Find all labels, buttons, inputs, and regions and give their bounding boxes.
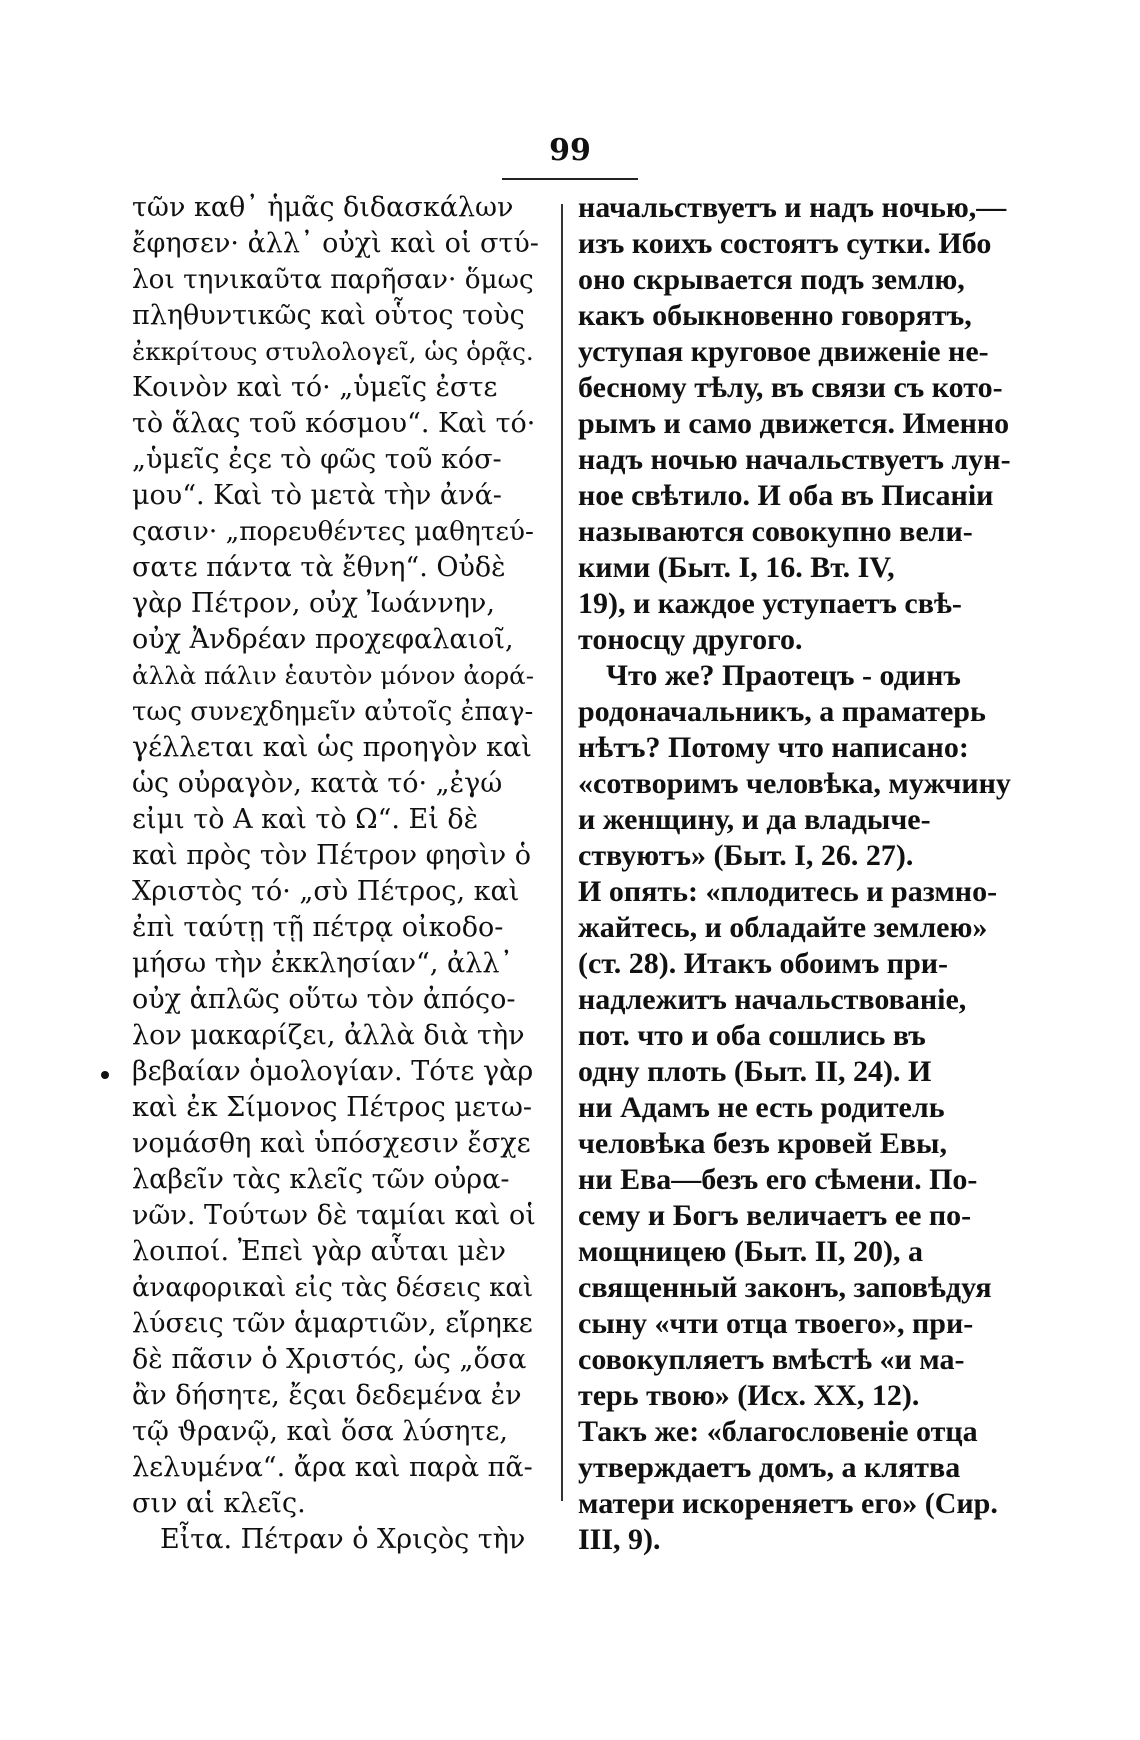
page-number: 99 [549, 133, 591, 168]
greek-line: πληθυντικῶς καὶ οὗτος τοὺς [132, 300, 525, 331]
greek-line: ἀναφορικαὶ εἰς τὰς δέσεις καὶ [132, 1273, 534, 1303]
greek-line: σατε πάντα τὰ ἔθνη“. Οὐδὲ [132, 552, 506, 583]
russian-line: оно скрывается подъ землю, [578, 263, 965, 296]
russian-line: утверждаетъ домъ, а клятва [578, 1451, 961, 1484]
russian-line: ствуютъ» (Быт. I, 26. 27). [578, 839, 914, 872]
greek-line: ἂν δήσητε, ἔςαι δεδεμένα ἐν [132, 1380, 522, 1411]
russian-line: человѣка безъ кровей Евы, [578, 1127, 947, 1160]
greek-line: τως συνεχδημεῖν αὐτοῖς ἐπαγ- [132, 697, 534, 727]
russian-line: ни Ева—безъ его сѣмени. По- [578, 1163, 978, 1196]
greek-line: „ὑμεῖς ἐςε τὸ φῶς τοῦ κόσ- [132, 444, 502, 475]
greek-line: Εἶτα. Πέτραν ὁ Χριςὸς τὴν [160, 1524, 526, 1555]
greek-line: νομάσθη καὶ ὑπόσχεσιν ἔσχε [132, 1128, 531, 1159]
russian-line: и женщину, и да владыче- [578, 803, 931, 836]
russian-line: (ст. 28). Итакъ обоимъ при- [578, 947, 949, 980]
russian-line: матери искореняетъ его» (Сир. [578, 1487, 998, 1520]
greek-line: γέλλεται καὶ ὡς προηγὸν καὶ [132, 732, 532, 763]
greek-line: λοι τηνικαῦτα παρῆσαν· ὅμως [132, 265, 534, 295]
greek-line: λον μακαρίζει, ἀλλὰ διὰ τὴν [132, 1020, 525, 1051]
greek-line: Κοινὸν καὶ τό· „ὑμεῖς ἐστε [132, 372, 498, 403]
column-divider [561, 204, 563, 1501]
greek-line: εἰμι τὸ Α καὶ τὸ Ω“. Εἰ δὲ [132, 804, 479, 835]
greek-line: τῶν καθ᾽ ἡμᾶς διδασκάλων [132, 192, 514, 223]
russian-line: священный законъ, заповѣдуя [578, 1271, 992, 1304]
russian-line: жайтесь, и обладайте землею» [578, 911, 988, 944]
greek-line: ςασιν· „πορευθέντες μαθητεύ- [132, 517, 534, 547]
greek-line: βεβαίαν ὁμολογίαν. Τότε γὰρ [132, 1056, 534, 1087]
russian-line: сыну «чти отца твоего», при- [578, 1307, 974, 1340]
greek-line: λοιποί. Ἐπεὶ γὰρ αὗται μὲν [132, 1236, 506, 1267]
russian-column [578, 190, 1011, 1558]
greek-line: καὶ ἐκ Σίμονος Πέτρος μετω- [132, 1092, 532, 1123]
greek-line: τὸ ἅλας τοῦ κόσμου“. Καὶ τό· [132, 408, 536, 439]
greek-line: λελυμένα“. ἄρα καὶ παρὰ πᾶ- [132, 1452, 533, 1483]
russian-line: одну плоть (Быт. II, 24). И [578, 1055, 932, 1088]
russian-line: нѣтъ? Потому что написано: [578, 731, 969, 764]
russian-line: 19), и каждое уступаетъ свѣ- [578, 587, 962, 620]
greek-line: τῷ ϑρανῷ, καὶ ὅσα λύσητε, [132, 1416, 508, 1447]
greek-line: ἐπὶ ταύτῃ τῇ πέτρᾳ οἰκοδο- [132, 912, 504, 943]
greek-line: οὐχ Ἀνδρέαν προχεφαλαιοῖ, [132, 624, 514, 655]
greek-line: ἔφησεν· ἀλλ᾽ οὐχὶ καὶ οἱ στύ- [132, 228, 539, 259]
russian-line: терь твою» (Исх. XX, 12). [578, 1379, 920, 1412]
greek-line: Χριστὸς τό· „σὺ Πέτρος, καὶ [132, 876, 520, 907]
greek-column [132, 190, 542, 1558]
header-rule [502, 178, 638, 180]
russian-line: Что же? Праотецъ - одинъ [606, 659, 961, 692]
greek-line: γὰρ Πέτρον, οὐχ Ἰωάννην, [132, 588, 495, 619]
russian-line: кими (Быт. I, 16. Вт. IV, [578, 551, 895, 584]
russian-line: родоначальникъ, а праматерь [578, 695, 986, 728]
greek-line: καὶ πρὸς τὸν Πέτρον φησὶν ὁ [132, 840, 531, 871]
russian-line: начальствуетъ и надъ ночью,— [578, 191, 1007, 224]
russian-line: ни Адамъ не есть родитель [578, 1091, 945, 1124]
russian-line: Такъ же: «благословенiе отца [578, 1415, 978, 1448]
greek-line: δὲ πᾶσιν ὁ Χριστός, ὡς „ὅσα [132, 1344, 527, 1375]
greek-line: ἀλλὰ πάλιν ἑαυτὸν μόνον ἀορά- [132, 661, 534, 690]
greek-line: ἐκκρίτους στυλολογεῖ, ὡς ὁρᾷς. [132, 337, 534, 366]
russian-line: рымъ и само движется. Именно [578, 407, 1010, 440]
russian-line: мощницею (Быт. II, 20), а [578, 1235, 924, 1268]
greek-line: νῶν. Τούτων δὲ ταμίαι καὶ οἱ [132, 1200, 536, 1231]
russian-line: называются совокупно вели- [578, 515, 973, 548]
russian-line: изъ коихъ состоятъ сутки. Ибо [578, 227, 992, 260]
russian-line: уступая круговое движенiе не- [578, 335, 989, 368]
russian-line: тоносцу другого. [578, 623, 803, 656]
greek-line: ὡς οὐραγὸν, κατὰ τό· „ἐγώ [132, 768, 503, 799]
russian-line: «сотворимъ человѣка, мужчину [578, 767, 1011, 800]
greek-line: οὐχ ἁπλῶς οὕτω τὸν ἀπόςο- [132, 984, 516, 1015]
russian-line: надлежитъ начальствованiе, [578, 983, 967, 1016]
russian-line: бесному тѣлу, въ связи съ кото- [578, 371, 1003, 404]
greek-line: λαβεῖν τὰς κλεῖς τῶν οὐρα- [132, 1164, 510, 1195]
greek-line: μήσω τὴν ἐκκλησίαν“, ἀλλ᾽ [132, 948, 513, 979]
russian-line: ное свѣтило. И оба въ Писанiи [578, 479, 994, 512]
russian-line: надъ ночью начальствуетъ лун- [578, 443, 1011, 476]
russian-line: пот. что и оба сошлись въ [578, 1019, 926, 1052]
greek-line: λύσεις τῶν ἁμαρτιῶν, εἴρηκε [132, 1308, 533, 1339]
russian-line: сему и Богъ величаетъ ее по- [578, 1199, 972, 1232]
russian-line: совокупляетъ вмѣстѣ «и ма- [578, 1343, 965, 1376]
greek-line: σιν αἱ κλεῖς. [132, 1488, 306, 1519]
margin-dot [101, 1071, 109, 1079]
russian-line: III, 9). [578, 1523, 661, 1556]
greek-line: μου“. Καὶ τὸ μετὰ τὴν ἀνά- [132, 480, 502, 511]
russian-line: И опять: «плодитесь и размно- [578, 875, 998, 908]
russian-line: какъ обыкновенно говорятъ, [578, 299, 972, 332]
